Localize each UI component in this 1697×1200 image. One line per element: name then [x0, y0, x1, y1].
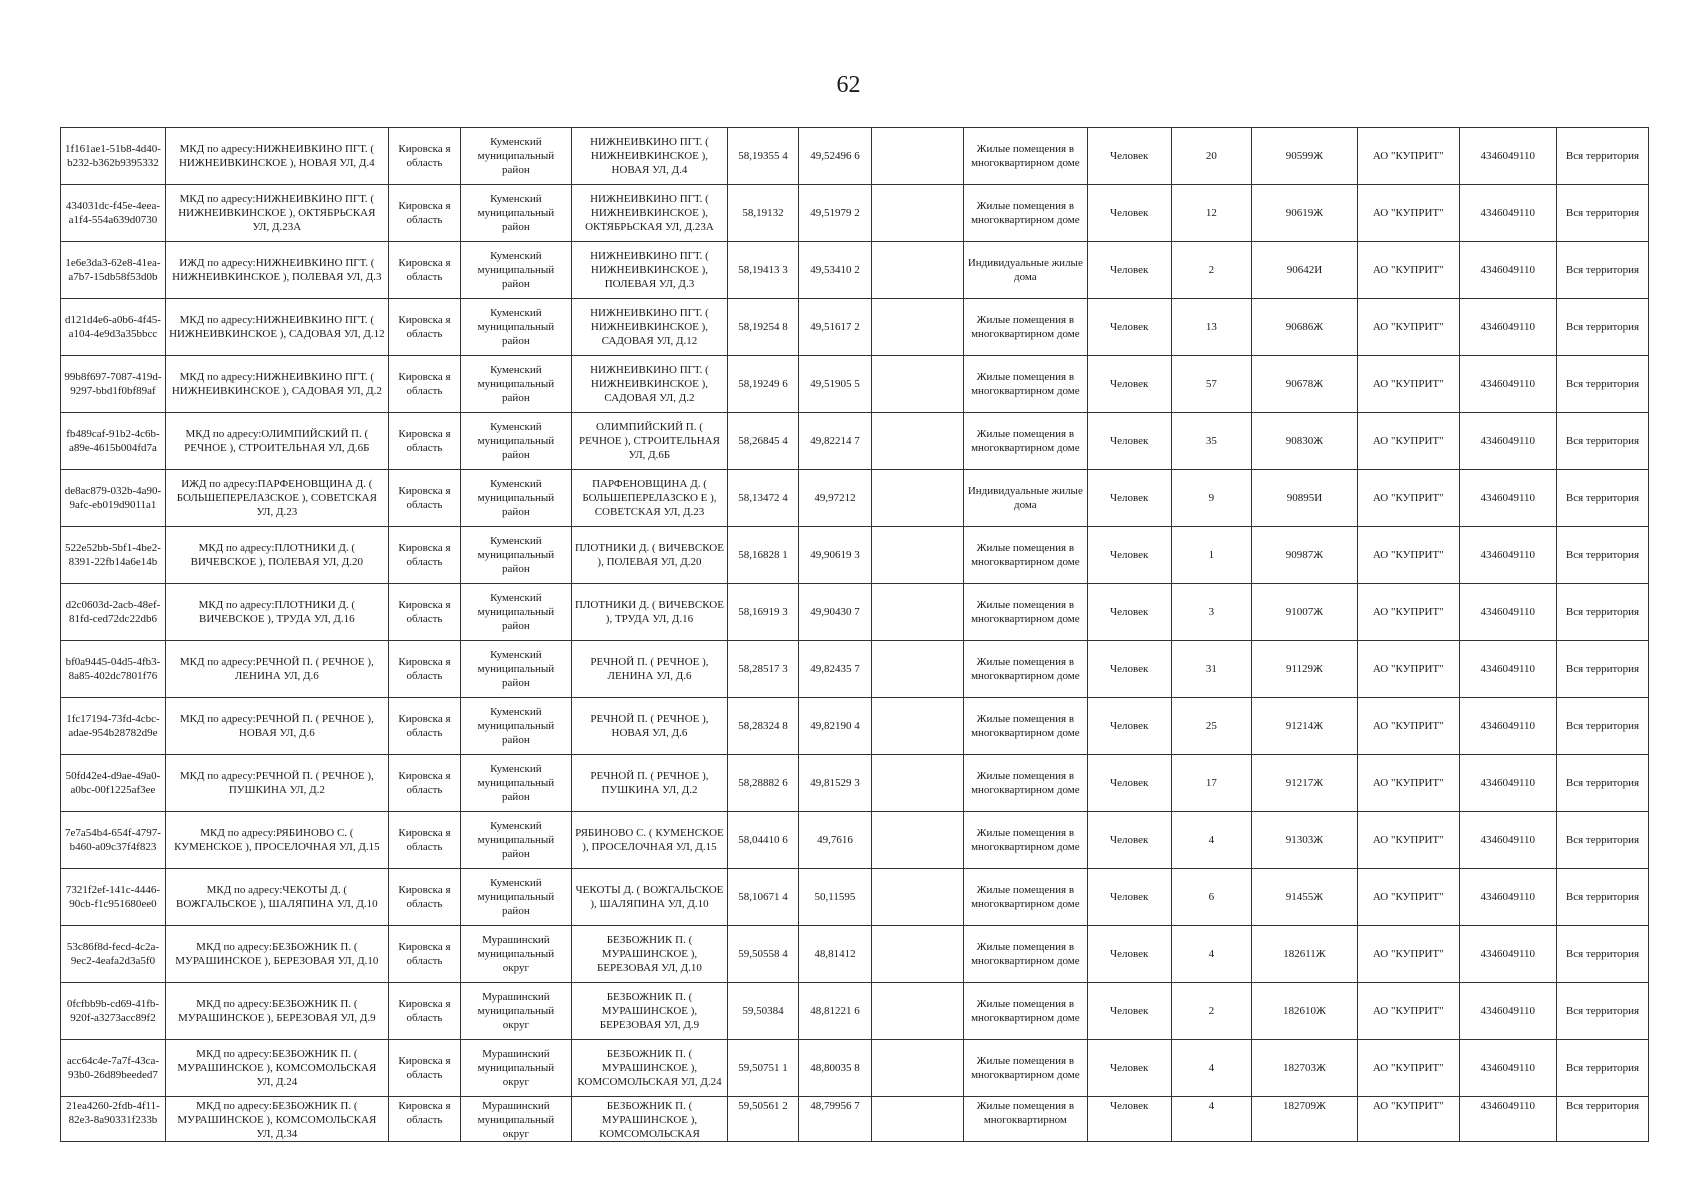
territory-cell: Вся территория: [1556, 185, 1648, 242]
region-cell: Кировска я область: [388, 755, 460, 812]
inn-cell: 4346049110: [1459, 470, 1556, 527]
district-cell: Мурашинский муниципальный округ: [461, 983, 571, 1040]
operator-cell: АО "КУПРИТ": [1357, 128, 1459, 185]
account-cell: 90619Ж: [1251, 185, 1357, 242]
longitude-cell: 48,81221 6: [798, 983, 872, 1040]
address-cell: БЕЗБОЖНИК П. ( МУРАШИНСКОЕ ), БЕРЕЗОВАЯ УЛ, Д.9: [571, 983, 728, 1040]
address-cell: ОЛИМПИЙСКИЙ П. ( РЕЧНОЕ ), СТРОИТЕЛЬНАЯ УЛ, Д.6Б: [571, 413, 728, 470]
empty-cell: [872, 356, 964, 413]
category-cell: Индивидуальные жилые дома: [964, 242, 1087, 299]
latitude-cell: 58,16919 3: [728, 584, 798, 641]
account-cell: 90895И: [1251, 470, 1357, 527]
address-cell: ПАРФЕНОВЩИНА Д. ( БОЛЬШЕПЕРЕЛАЗСКО Е ), СОВЕТСКАЯ УЛ, Д.23: [571, 470, 728, 527]
inn-cell: 4346049110: [1459, 1097, 1556, 1142]
territory-cell: Вся территория: [1556, 869, 1648, 926]
account-cell: 91217Ж: [1251, 755, 1357, 812]
object-id-cell: 50fd42e4-d9ae-49a0-a0bc-00f1225af3ee: [61, 755, 166, 812]
empty-cell: [872, 470, 964, 527]
inn-cell: 4346049110: [1459, 641, 1556, 698]
region-cell: Кировска я область: [388, 641, 460, 698]
latitude-cell: 59,50561 2: [728, 1097, 798, 1142]
table-row: [61, 869, 1649, 926]
count-cell: 57: [1171, 356, 1251, 413]
district-cell: Куменский муниципальный район: [461, 527, 571, 584]
region-cell: Кировска я область: [388, 299, 460, 356]
account-cell: 91007Ж: [1251, 584, 1357, 641]
address-cell: БЕЗБОЖНИК П. ( МУРАШИНСКОЕ ), КОМСОМОЛЬСКАЯ: [571, 1097, 728, 1142]
operator-cell: АО "КУПРИТ": [1357, 812, 1459, 869]
territory-cell: Вся территория: [1556, 299, 1648, 356]
object-name-cell: МКД по адресу:БЕЗБОЖНИК П. ( МУРАШИНСКОЕ ), КОМСОМОЛЬСКАЯ УЛ, Д.34: [165, 1097, 388, 1142]
inn-cell: 4346049110: [1459, 698, 1556, 755]
category-cell: Жилые помещения в многоквартирном доме: [964, 926, 1087, 983]
account-cell: 91303Ж: [1251, 812, 1357, 869]
inn-cell: 4346049110: [1459, 983, 1556, 1040]
address-cell: ЧЕКОТЫ Д. ( ВОЖГАЛЬСКОЕ ), ШАЛЯПИНА УЛ, Д.10: [571, 869, 728, 926]
address-cell: НИЖНЕИВКИНО ПГТ. ( НИЖНЕИВКИНСКОЕ ), ОКТЯБРЬСКАЯ УЛ, Д.23А: [571, 185, 728, 242]
category-cell: Жилые помещения в многоквартирном доме: [964, 755, 1087, 812]
unit-cell: Человек: [1087, 584, 1171, 641]
longitude-cell: 49,90430 7: [798, 584, 872, 641]
object-id-cell: 99b8f697-7087-419d-9297-bbd1f0bf89af: [61, 356, 166, 413]
inn-cell: 4346049110: [1459, 584, 1556, 641]
count-cell: 35: [1171, 413, 1251, 470]
address-cell: РЕЧНОЙ П. ( РЕЧНОЕ ), ПУШКИНА УЛ, Д.2: [571, 755, 728, 812]
count-cell: 25: [1171, 698, 1251, 755]
territory-cell: Вся территория: [1556, 812, 1648, 869]
operator-cell: АО "КУПРИТ": [1357, 926, 1459, 983]
unit-cell: Человек: [1087, 1097, 1171, 1142]
district-cell: Мурашинский муниципальный округ: [461, 1097, 571, 1142]
latitude-cell: 59,50558 4: [728, 926, 798, 983]
unit-cell: Человек: [1087, 812, 1171, 869]
district-cell: Куменский муниципальный район: [461, 641, 571, 698]
district-cell: Куменский муниципальный район: [461, 299, 571, 356]
unit-cell: Человек: [1087, 641, 1171, 698]
table-row: [61, 470, 1649, 527]
inn-cell: 4346049110: [1459, 755, 1556, 812]
longitude-cell: 50,11595: [798, 869, 872, 926]
object-id-cell: 522e52bb-5bf1-4be2-8391-22fb14a6e14b: [61, 527, 166, 584]
empty-cell: [872, 641, 964, 698]
latitude-cell: 58,13472 4: [728, 470, 798, 527]
count-cell: 6: [1171, 869, 1251, 926]
territory-cell: Вся территория: [1556, 242, 1648, 299]
account-cell: 90830Ж: [1251, 413, 1357, 470]
table-row: [61, 242, 1649, 299]
empty-cell: [872, 983, 964, 1040]
region-cell: Кировска я область: [388, 242, 460, 299]
district-cell: Куменский муниципальный район: [461, 869, 571, 926]
address-cell: РЯБИНОВО С. ( КУМЕНСКОЕ ), ПРОСЕЛОЧНАЯ УЛ, Д.15: [571, 812, 728, 869]
account-cell: 182611Ж: [1251, 926, 1357, 983]
address-cell: ПЛОТНИКИ Д. ( ВИЧЕВСКОЕ ), ПОЛЕВАЯ УЛ, Д.20: [571, 527, 728, 584]
region-cell: Кировска я область: [388, 356, 460, 413]
object-id-cell: d121d4e6-a0b6-4f45-a104-4e9d3a35bbcc: [61, 299, 166, 356]
unit-cell: Человек: [1087, 926, 1171, 983]
unit-cell: Человек: [1087, 527, 1171, 584]
object-id-cell: 434031dc-f45e-4eea-a1f4-554a639d0730: [61, 185, 166, 242]
region-cell: Кировска я область: [388, 926, 460, 983]
latitude-cell: 58,10671 4: [728, 869, 798, 926]
empty-cell: [872, 926, 964, 983]
category-cell: Жилые помещения в многоквартирном: [964, 1097, 1087, 1142]
address-cell: БЕЗБОЖНИК П. ( МУРАШИНСКОЕ ), КОМСОМОЛЬСКАЯ УЛ, Д.24: [571, 1040, 728, 1097]
longitude-cell: 49,97212: [798, 470, 872, 527]
object-name-cell: МКД по адресу:РЯБИНОВО С. ( КУМЕНСКОЕ ), ПРОСЕЛОЧНАЯ УЛ, Д.15: [165, 812, 388, 869]
account-cell: 182709Ж: [1251, 1097, 1357, 1142]
territory-cell: Вся территория: [1556, 356, 1648, 413]
object-id-cell: d2c0603d-2acb-48ef-81fd-ced72dc22db6: [61, 584, 166, 641]
table-row: [61, 983, 1649, 1040]
category-cell: Жилые помещения в многоквартирном доме: [964, 128, 1087, 185]
object-name-cell: МКД по адресу:РЕЧНОЙ П. ( РЕЧНОЕ ), ПУШКИНА УЛ, Д.2: [165, 755, 388, 812]
latitude-cell: 59,50384: [728, 983, 798, 1040]
longitude-cell: 49,51905 5: [798, 356, 872, 413]
district-cell: Куменский муниципальный район: [461, 242, 571, 299]
longitude-cell: 48,79956 7: [798, 1097, 872, 1142]
district-cell: Куменский муниципальный район: [461, 584, 571, 641]
inn-cell: 4346049110: [1459, 242, 1556, 299]
address-cell: БЕЗБОЖНИК П. ( МУРАШИНСКОЕ ), БЕРЕЗОВАЯ УЛ, Д.10: [571, 926, 728, 983]
category-cell: Жилые помещения в многоквартирном доме: [964, 527, 1087, 584]
category-cell: Жилые помещения в многоквартирном доме: [964, 641, 1087, 698]
object-id-cell: 7321f2ef-141c-4446-90cb-f1c951680ee0: [61, 869, 166, 926]
category-cell: Индивидуальные жилые дома: [964, 470, 1087, 527]
inn-cell: 4346049110: [1459, 185, 1556, 242]
longitude-cell: 49,90619 3: [798, 527, 872, 584]
table-row: [61, 812, 1649, 869]
page-number: 62: [836, 72, 861, 98]
account-cell: 91455Ж: [1251, 869, 1357, 926]
count-cell: 2: [1171, 983, 1251, 1040]
region-cell: Кировска я область: [388, 470, 460, 527]
object-id-cell: 0fcfbb9b-cd69-41fb-920f-a3273acc89f2: [61, 983, 166, 1040]
district-cell: Куменский муниципальный район: [461, 356, 571, 413]
table-row: [61, 1040, 1649, 1097]
inn-cell: 4346049110: [1459, 356, 1556, 413]
object-name-cell: МКД по адресу:ЧЕКОТЫ Д. ( ВОЖГАЛЬСКОЕ ), ШАЛЯПИНА УЛ, Д.10: [165, 869, 388, 926]
latitude-cell: 58,19254 8: [728, 299, 798, 356]
category-cell: Жилые помещения в многоквартирном доме: [964, 869, 1087, 926]
count-cell: 4: [1171, 1097, 1251, 1142]
unit-cell: Человек: [1087, 242, 1171, 299]
count-cell: 4: [1171, 926, 1251, 983]
unit-cell: Человек: [1087, 755, 1171, 812]
territory-cell: Вся территория: [1556, 698, 1648, 755]
category-cell: Жилые помещения в многоквартирном доме: [964, 185, 1087, 242]
table-row: [61, 926, 1649, 983]
count-cell: 31: [1171, 641, 1251, 698]
operator-cell: АО "КУПРИТ": [1357, 698, 1459, 755]
object-id-cell: 1f161ae1-51b8-4d40-b232-b362b9395332: [61, 128, 166, 185]
inn-cell: 4346049110: [1459, 1040, 1556, 1097]
district-cell: Куменский муниципальный район: [461, 812, 571, 869]
latitude-cell: 58,28882 6: [728, 755, 798, 812]
table-row: [61, 755, 1649, 812]
count-cell: 4: [1171, 1040, 1251, 1097]
empty-cell: [872, 242, 964, 299]
district-cell: Мурашинский муниципальный округ: [461, 1040, 571, 1097]
district-cell: Куменский муниципальный район: [461, 755, 571, 812]
empty-cell: [872, 812, 964, 869]
category-cell: Жилые помещения в многоквартирном доме: [964, 299, 1087, 356]
operator-cell: АО "КУПРИТ": [1357, 413, 1459, 470]
count-cell: 20: [1171, 128, 1251, 185]
data-table: [60, 127, 1649, 1142]
table-row: [61, 698, 1649, 755]
territory-cell: Вся территория: [1556, 584, 1648, 641]
object-name-cell: ИЖД по адресу:ПАРФЕНОВЩИНА Д. ( БОЛЬШЕПЕРЕЛАЗСКОЕ ), СОВЕТСКАЯ УЛ, Д.23: [165, 470, 388, 527]
empty-cell: [872, 698, 964, 755]
address-cell: НИЖНЕИВКИНО ПГТ. ( НИЖНЕИВКИНСКОЕ ), САДОВАЯ УЛ, Д.2: [571, 356, 728, 413]
region-cell: Кировска я область: [388, 527, 460, 584]
empty-cell: [872, 299, 964, 356]
operator-cell: АО "КУПРИТ": [1357, 299, 1459, 356]
count-cell: 13: [1171, 299, 1251, 356]
inn-cell: 4346049110: [1459, 812, 1556, 869]
territory-cell: Вся территория: [1556, 128, 1648, 185]
unit-cell: Человек: [1087, 1040, 1171, 1097]
longitude-cell: 49,7616: [798, 812, 872, 869]
district-cell: Мурашинский муниципальный округ: [461, 926, 571, 983]
account-cell: 91129Ж: [1251, 641, 1357, 698]
table-row: [61, 299, 1649, 356]
operator-cell: АО "КУПРИТ": [1357, 1097, 1459, 1142]
operator-cell: АО "КУПРИТ": [1357, 983, 1459, 1040]
category-cell: Жилые помещения в многоквартирном доме: [964, 356, 1087, 413]
territory-cell: Вся территория: [1556, 926, 1648, 983]
inn-cell: 4346049110: [1459, 128, 1556, 185]
region-cell: Кировска я область: [388, 128, 460, 185]
count-cell: 9: [1171, 470, 1251, 527]
object-name-cell: МКД по адресу:БЕЗБОЖНИК П. ( МУРАШИНСКОЕ ), БЕРЕЗОВАЯ УЛ, Д.9: [165, 983, 388, 1040]
region-cell: Кировска я область: [388, 185, 460, 242]
object-id-cell: de8ac879-032b-4a90-9afc-eb019d9011a1: [61, 470, 166, 527]
unit-cell: Человек: [1087, 470, 1171, 527]
latitude-cell: 58,19413 3: [728, 242, 798, 299]
object-id-cell: 1e6e3da3-62e8-41ea-a7b7-15db58f53d0b: [61, 242, 166, 299]
unit-cell: Человек: [1087, 185, 1171, 242]
district-cell: Куменский муниципальный район: [461, 470, 571, 527]
region-cell: Кировска я область: [388, 584, 460, 641]
object-name-cell: МКД по адресу:НИЖНЕИВКИНО ПГТ. ( НИЖНЕИВКИНСКОЕ ), САДОВАЯ УЛ, Д.12: [165, 299, 388, 356]
object-id-cell: fb489caf-91b2-4c6b-a89e-4615b004fd7a: [61, 413, 166, 470]
territory-cell: Вся территория: [1556, 1097, 1648, 1142]
inn-cell: 4346049110: [1459, 527, 1556, 584]
account-cell: 182610Ж: [1251, 983, 1357, 1040]
object-name-cell: МКД по адресу:ПЛОТНИКИ Д. ( ВИЧЕВСКОЕ ), ТРУДА УЛ, Д.16: [165, 584, 388, 641]
operator-cell: АО "КУПРИТ": [1357, 242, 1459, 299]
count-cell: 1: [1171, 527, 1251, 584]
category-cell: Жилые помещения в многоквартирном доме: [964, 584, 1087, 641]
region-cell: Кировска я область: [388, 1097, 460, 1142]
inn-cell: 4346049110: [1459, 299, 1556, 356]
address-cell: НИЖНЕИВКИНО ПГТ. ( НИЖНЕИВКИНСКОЕ ), ПОЛЕВАЯ УЛ, Д.3: [571, 242, 728, 299]
longitude-cell: 49,51617 2: [798, 299, 872, 356]
empty-cell: [872, 527, 964, 584]
object-name-cell: ИЖД по адресу:НИЖНЕИВКИНО ПГТ. ( НИЖНЕИВКИНСКОЕ ), ПОЛЕВАЯ УЛ, Д.3: [165, 242, 388, 299]
count-cell: 17: [1171, 755, 1251, 812]
account-cell: 91214Ж: [1251, 698, 1357, 755]
empty-cell: [872, 128, 964, 185]
longitude-cell: 49,81529 3: [798, 755, 872, 812]
table-row: [61, 641, 1649, 698]
unit-cell: Человек: [1087, 128, 1171, 185]
operator-cell: АО "КУПРИТ": [1357, 185, 1459, 242]
region-cell: Кировска я область: [388, 413, 460, 470]
account-cell: 182703Ж: [1251, 1040, 1357, 1097]
account-cell: 90678Ж: [1251, 356, 1357, 413]
operator-cell: АО "КУПРИТ": [1357, 470, 1459, 527]
count-cell: 4: [1171, 812, 1251, 869]
empty-cell: [872, 1040, 964, 1097]
operator-cell: АО "КУПРИТ": [1357, 584, 1459, 641]
category-cell: Жилые помещения в многоквартирном доме: [964, 983, 1087, 1040]
object-name-cell: МКД по адресу:ОЛИМПИЙСКИЙ П. ( РЕЧНОЕ ), СТРОИТЕЛЬНАЯ УЛ, Д.6Б: [165, 413, 388, 470]
longitude-cell: 49,53410 2: [798, 242, 872, 299]
account-cell: 90987Ж: [1251, 527, 1357, 584]
operator-cell: АО "КУПРИТ": [1357, 1040, 1459, 1097]
unit-cell: Человек: [1087, 413, 1171, 470]
unit-cell: Человек: [1087, 869, 1171, 926]
empty-cell: [872, 584, 964, 641]
territory-cell: Вся территория: [1556, 983, 1648, 1040]
table-row: [61, 527, 1649, 584]
district-cell: Куменский муниципальный район: [461, 698, 571, 755]
unit-cell: Человек: [1087, 356, 1171, 413]
district-cell: Куменский муниципальный район: [461, 185, 571, 242]
address-cell: НИЖНЕИВКИНО ПГТ. ( НИЖНЕИВКИНСКОЕ ), НОВАЯ УЛ, Д.4: [571, 128, 728, 185]
inn-cell: 4346049110: [1459, 413, 1556, 470]
latitude-cell: 58,04410 6: [728, 812, 798, 869]
latitude-cell: 58,28324 8: [728, 698, 798, 755]
territory-cell: Вся территория: [1556, 413, 1648, 470]
object-id-cell: bf0a9445-04d5-4fb3-8a85-402dc7801f76: [61, 641, 166, 698]
inn-cell: 4346049110: [1459, 926, 1556, 983]
address-cell: РЕЧНОЙ П. ( РЕЧНОЕ ), ЛЕНИНА УЛ, Д.6: [571, 641, 728, 698]
unit-cell: Человек: [1087, 299, 1171, 356]
object-name-cell: МКД по адресу:РЕЧНОЙ П. ( РЕЧНОЕ ), НОВАЯ УЛ, Д.6: [165, 698, 388, 755]
region-cell: Кировска я область: [388, 812, 460, 869]
latitude-cell: 58,16828 1: [728, 527, 798, 584]
account-cell: 90599Ж: [1251, 128, 1357, 185]
territory-cell: Вся территория: [1556, 527, 1648, 584]
table-row: [61, 413, 1649, 470]
table-row: [61, 1097, 1649, 1142]
account-cell: 90686Ж: [1251, 299, 1357, 356]
longitude-cell: 49,82214 7: [798, 413, 872, 470]
operator-cell: АО "КУПРИТ": [1357, 356, 1459, 413]
longitude-cell: 49,82435 7: [798, 641, 872, 698]
object-name-cell: МКД по адресу:БЕЗБОЖНИК П. ( МУРАШИНСКОЕ ), КОМСОМОЛЬСКАЯ УЛ, Д.24: [165, 1040, 388, 1097]
object-name-cell: МКД по адресу:НИЖНЕИВКИНО ПГТ. ( НИЖНЕИВКИНСКОЕ ), ОКТЯБРЬСКАЯ УЛ, Д.23А: [165, 185, 388, 242]
object-name-cell: МКД по адресу:БЕЗБОЖНИК П. ( МУРАШИНСКОЕ ), БЕРЕЗОВАЯ УЛ, Д.10: [165, 926, 388, 983]
territory-cell: Вся территория: [1556, 1040, 1648, 1097]
empty-cell: [872, 869, 964, 926]
region-cell: Кировска я область: [388, 698, 460, 755]
object-id-cell: 1fc17194-73fd-4cbc-adae-954b28782d9e: [61, 698, 166, 755]
category-cell: Жилые помещения в многоквартирном доме: [964, 1040, 1087, 1097]
territory-cell: Вся территория: [1556, 755, 1648, 812]
operator-cell: АО "КУПРИТ": [1357, 869, 1459, 926]
address-cell: НИЖНЕИВКИНО ПГТ. ( НИЖНЕИВКИНСКОЕ ), САДОВАЯ УЛ, Д.12: [571, 299, 728, 356]
table-row: [61, 128, 1649, 185]
table-body: [61, 128, 1649, 1142]
object-name-cell: МКД по адресу:ПЛОТНИКИ Д. ( ВИЧЕВСКОЕ ), ПОЛЕВАЯ УЛ, Д.20: [165, 527, 388, 584]
territory-cell: Вся территория: [1556, 641, 1648, 698]
empty-cell: [872, 413, 964, 470]
latitude-cell: 58,19249 6: [728, 356, 798, 413]
table-row: [61, 185, 1649, 242]
operator-cell: АО "КУПРИТ": [1357, 641, 1459, 698]
longitude-cell: 48,80035 8: [798, 1040, 872, 1097]
operator-cell: АО "КУПРИТ": [1357, 527, 1459, 584]
region-cell: Кировска я область: [388, 869, 460, 926]
address-cell: РЕЧНОЙ П. ( РЕЧНОЕ ), НОВАЯ УЛ, Д.6: [571, 698, 728, 755]
object-name-cell: МКД по адресу:НИЖНЕИВКИНО ПГТ. ( НИЖНЕИВКИНСКОЕ ), САДОВАЯ УЛ, Д.2: [165, 356, 388, 413]
longitude-cell: 49,51979 2: [798, 185, 872, 242]
table-row: [61, 356, 1649, 413]
count-cell: 2: [1171, 242, 1251, 299]
district-cell: Куменский муниципальный район: [461, 413, 571, 470]
address-cell: ПЛОТНИКИ Д. ( ВИЧЕВСКОЕ ), ТРУДА УЛ, Д.16: [571, 584, 728, 641]
count-cell: 3: [1171, 584, 1251, 641]
longitude-cell: 49,82190 4: [798, 698, 872, 755]
category-cell: Жилые помещения в многоквартирном доме: [964, 413, 1087, 470]
latitude-cell: 59,50751 1: [728, 1040, 798, 1097]
category-cell: Жилые помещения в многоквартирном доме: [964, 812, 1087, 869]
object-id-cell: 21ea4260-2fdb-4f11-82e3-8a90331f233b: [61, 1097, 166, 1142]
empty-cell: [872, 1097, 964, 1142]
object-id-cell: 53c86f8d-fecd-4c2a-9ec2-4eafa2d3a5f0: [61, 926, 166, 983]
region-cell: Кировска я область: [388, 1040, 460, 1097]
district-cell: Куменский муниципальный район: [461, 128, 571, 185]
unit-cell: Человек: [1087, 983, 1171, 1040]
account-cell: 90642И: [1251, 242, 1357, 299]
territory-cell: Вся территория: [1556, 470, 1648, 527]
count-cell: 12: [1171, 185, 1251, 242]
latitude-cell: 58,19132: [728, 185, 798, 242]
empty-cell: [872, 185, 964, 242]
latitude-cell: 58,19355 4: [728, 128, 798, 185]
table-row: [61, 584, 1649, 641]
region-cell: Кировска я область: [388, 983, 460, 1040]
object-name-cell: МКД по адресу:НИЖНЕИВКИНО ПГТ. ( НИЖНЕИВКИНСКОЕ ), НОВАЯ УЛ, Д.4: [165, 128, 388, 185]
inn-cell: 4346049110: [1459, 869, 1556, 926]
object-name-cell: МКД по адресу:РЕЧНОЙ П. ( РЕЧНОЕ ), ЛЕНИНА УЛ, Д.6: [165, 641, 388, 698]
empty-cell: [872, 755, 964, 812]
longitude-cell: 48,81412: [798, 926, 872, 983]
latitude-cell: 58,26845 4: [728, 413, 798, 470]
latitude-cell: 58,28517 3: [728, 641, 798, 698]
operator-cell: АО "КУПРИТ": [1357, 755, 1459, 812]
object-id-cell: acc64c4e-7a7f-43ca-93b0-26d89beeded7: [61, 1040, 166, 1097]
category-cell: Жилые помещения в многоквартирном доме: [964, 698, 1087, 755]
longitude-cell: 49,52496 6: [798, 128, 872, 185]
unit-cell: Человек: [1087, 698, 1171, 755]
object-id-cell: 7e7a54b4-654f-4797-b460-a09c37f4f823: [61, 812, 166, 869]
